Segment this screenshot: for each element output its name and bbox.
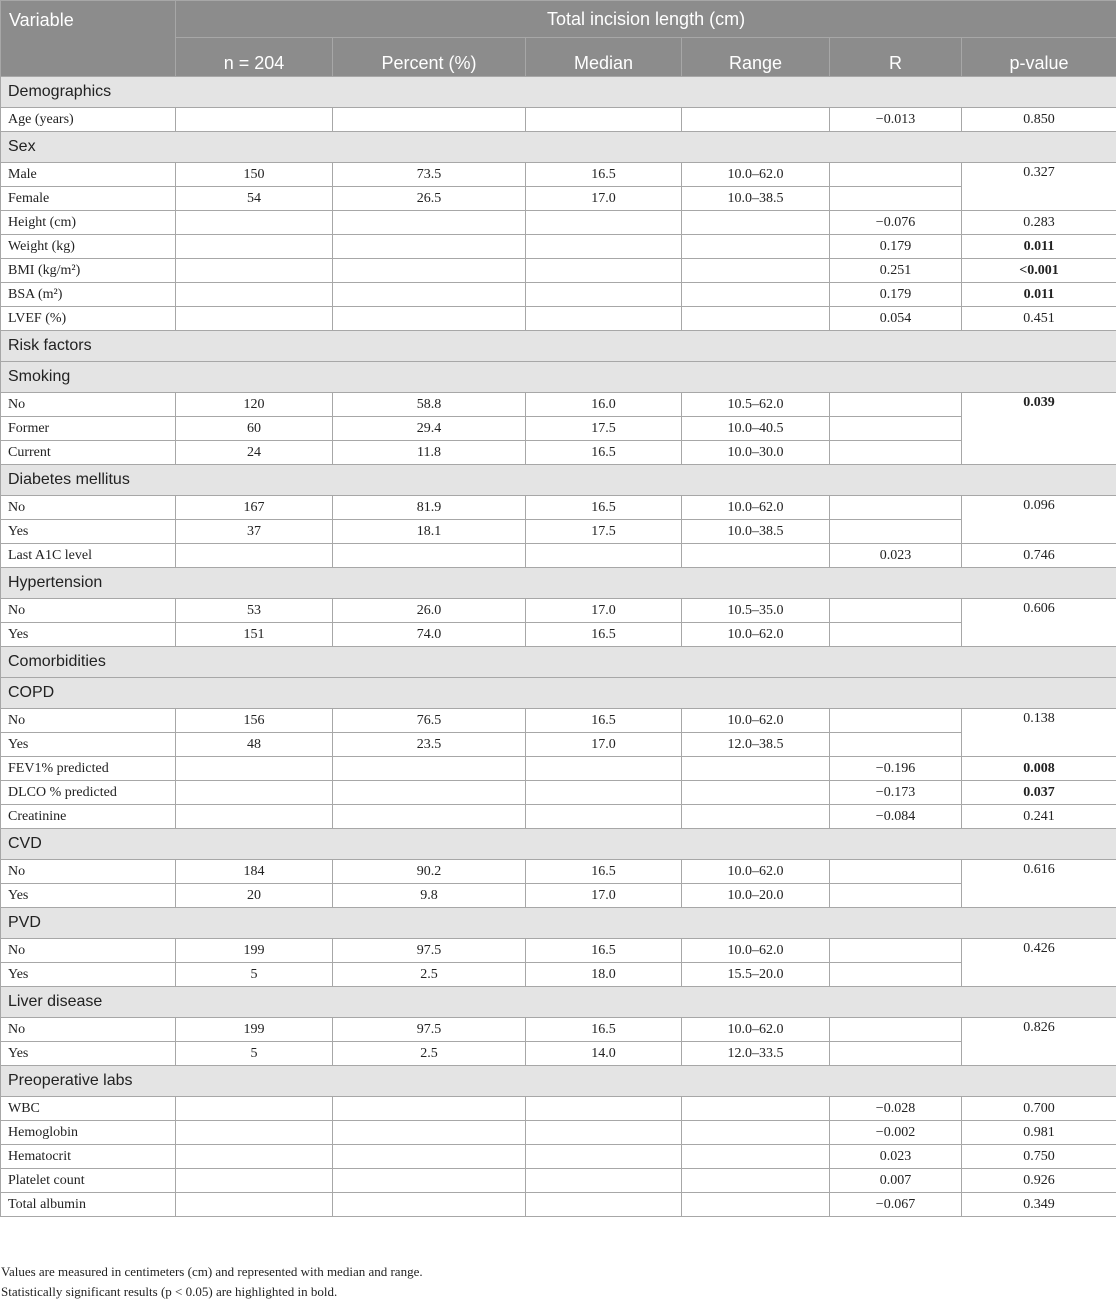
cell-median: 17.0 [526,733,682,757]
cell-r [830,884,962,908]
header-total-incision-length: Total incision length (cm) [176,1,1116,38]
cell-n [176,1169,333,1193]
cell-n [176,805,333,829]
section-row [1,465,1116,496]
cell-median [526,781,682,805]
cell-r: −0.013 [830,108,962,132]
table-row [1,520,1116,544]
table-row [1,781,1116,805]
cell-p-value: 0.283 [962,211,1116,235]
cell-p-value: 0.826 [962,1018,1116,1066]
cell-median [526,1193,682,1217]
cell-label: No [1,496,176,520]
table-row [1,307,1116,331]
section-title: CVD [1,829,1116,860]
section-row [1,331,1116,362]
table-row [1,211,1116,235]
table-row [1,1145,1116,1169]
cell-n [176,211,333,235]
cell-label: BSA (m²) [1,283,176,307]
cell-percent [333,805,526,829]
section-title: Sex [1,132,1116,163]
section-row [1,829,1116,860]
cell-median: 16.0 [526,393,682,417]
section-title: Hypertension [1,568,1116,599]
cell-label: No [1,939,176,963]
cell-percent [333,1169,526,1193]
cell-median [526,1121,682,1145]
cell-p-value: 0.327 [962,163,1116,211]
cell-r [830,939,962,963]
cell-n [176,781,333,805]
cell-median: 14.0 [526,1042,682,1066]
cell-r [830,441,962,465]
cell-median: 16.5 [526,163,682,187]
cell-label: FEV1% predicted [1,757,176,781]
cell-percent: 18.1 [333,520,526,544]
cell-range [682,211,830,235]
cell-range [682,805,830,829]
cell-r: −0.076 [830,211,962,235]
cell-percent [333,235,526,259]
cell-range [682,1169,830,1193]
cell-r [830,733,962,757]
cell-r [830,1018,962,1042]
cell-p-value: 0.746 [962,544,1116,568]
cell-range: 10.0–30.0 [682,441,830,465]
table-row [1,884,1116,908]
cell-label: Age (years) [1,108,176,132]
cell-label: Former [1,417,176,441]
cell-median: 17.0 [526,599,682,623]
section-row [1,362,1116,393]
section-title: Preoperative labs [1,1066,1116,1097]
cell-label: Yes [1,963,176,987]
cell-median [526,235,682,259]
table-row [1,1169,1116,1193]
cell-percent [333,1193,526,1217]
cell-median [526,283,682,307]
table-row [1,544,1116,568]
table-row [1,599,1116,623]
cell-percent: 26.0 [333,599,526,623]
cell-range: 10.0–62.0 [682,1018,830,1042]
cell-range [682,757,830,781]
cell-range [682,781,830,805]
cell-n: 24 [176,441,333,465]
cell-median [526,307,682,331]
cell-r: −0.067 [830,1193,962,1217]
cell-n: 199 [176,939,333,963]
cell-label: DLCO % predicted [1,781,176,805]
cell-label: Hemoglobin [1,1121,176,1145]
cell-r [830,393,962,417]
cell-percent: 2.5 [333,963,526,987]
cell-r: 0.251 [830,259,962,283]
cell-median: 17.0 [526,884,682,908]
cell-range [682,108,830,132]
table-row [1,496,1116,520]
cell-label: No [1,393,176,417]
cell-percent: 74.0 [333,623,526,647]
section-title: Risk factors [1,331,1116,362]
cell-label: Male [1,163,176,187]
cell-r [830,496,962,520]
cell-r: 0.023 [830,544,962,568]
table-row [1,283,1116,307]
cell-label: WBC [1,1097,176,1121]
cell-r [830,860,962,884]
cell-n: 199 [176,1018,333,1042]
cell-n [176,544,333,568]
cell-range: 12.0–38.5 [682,733,830,757]
cell-range: 10.0–20.0 [682,884,830,908]
cell-median: 16.5 [526,441,682,465]
cell-p-value: <0.001 [962,259,1116,283]
cell-p-value: 0.926 [962,1169,1116,1193]
cell-label: Female [1,187,176,211]
cell-range: 10.0–62.0 [682,860,830,884]
section-title: Liver disease [1,987,1116,1018]
cell-range [682,1193,830,1217]
cell-range [682,1121,830,1145]
cell-range [682,1145,830,1169]
cell-median [526,805,682,829]
cell-p-value: 0.037 [962,781,1116,805]
table-row [1,1097,1116,1121]
table-row [1,235,1116,259]
cell-label: Hematocrit [1,1145,176,1169]
cell-r: 0.023 [830,1145,962,1169]
table-row [1,757,1116,781]
cell-label: Weight (kg) [1,235,176,259]
cell-p-value: 0.750 [962,1145,1116,1169]
cell-p-value: 0.138 [962,709,1116,757]
cell-range [682,283,830,307]
cell-label: Creatinine [1,805,176,829]
cell-percent [333,1145,526,1169]
cell-n: 5 [176,963,333,987]
section-title: COPD [1,678,1116,709]
cell-median: 18.0 [526,963,682,987]
section-title: Demographics [1,77,1116,108]
table-row [1,623,1116,647]
cell-r [830,623,962,647]
cell-label: No [1,860,176,884]
header-variable: Variable [1,1,176,77]
cell-r: 0.007 [830,1169,962,1193]
section-row [1,132,1116,163]
cell-p-value: 0.981 [962,1121,1116,1145]
cell-median: 16.5 [526,1018,682,1042]
cell-p-value: 0.349 [962,1193,1116,1217]
cell-r [830,963,962,987]
cell-r [830,1042,962,1066]
cell-percent: 23.5 [333,733,526,757]
section-title: Smoking [1,362,1116,393]
cell-percent [333,307,526,331]
cell-median [526,544,682,568]
cell-p-value: 0.011 [962,283,1116,307]
cell-percent: 76.5 [333,709,526,733]
cell-percent [333,283,526,307]
cell-percent: 29.4 [333,417,526,441]
cell-range: 10.0–62.0 [682,163,830,187]
header-r: R [830,38,962,77]
cell-n [176,259,333,283]
section-title: PVD [1,908,1116,939]
cell-r: 0.054 [830,307,962,331]
cell-p-value: 0.451 [962,307,1116,331]
cell-p-value: 0.606 [962,599,1116,647]
table-row [1,187,1116,211]
cell-n: 48 [176,733,333,757]
cell-n: 120 [176,393,333,417]
cell-label: Platelet count [1,1169,176,1193]
cell-n [176,283,333,307]
cell-median [526,259,682,283]
cell-median: 16.5 [526,496,682,520]
cell-r [830,163,962,187]
header-percent: Percent (%) [333,38,526,77]
cell-percent: 81.9 [333,496,526,520]
cell-n [176,1145,333,1169]
cell-r: −0.196 [830,757,962,781]
cell-percent: 9.8 [333,884,526,908]
header-n: n = 204 [176,38,333,77]
cell-range [682,307,830,331]
cell-label: Yes [1,623,176,647]
section-row [1,987,1116,1018]
cell-r: −0.028 [830,1097,962,1121]
cell-n: 54 [176,187,333,211]
cell-percent [333,259,526,283]
cell-p-value: 0.616 [962,860,1116,908]
cell-range: 10.0–38.5 [682,520,830,544]
cell-percent: 90.2 [333,860,526,884]
table-row [1,805,1116,829]
cell-p-value: 0.008 [962,757,1116,781]
cell-n: 151 [176,623,333,647]
section-row [1,1066,1116,1097]
cell-r [830,520,962,544]
section-row [1,908,1116,939]
cell-p-value: 0.426 [962,939,1116,987]
cell-n: 5 [176,1042,333,1066]
section-title: Comorbidities [1,647,1116,678]
table-row [1,1193,1116,1217]
cell-median: 16.5 [526,709,682,733]
cell-percent [333,1097,526,1121]
cell-n [176,1097,333,1121]
cell-n [176,307,333,331]
cell-p-value: 0.850 [962,108,1116,132]
cell-n: 150 [176,163,333,187]
cell-label: No [1,709,176,733]
table-row [1,860,1116,884]
cell-n [176,1193,333,1217]
cell-median [526,1169,682,1193]
cell-range: 10.0–62.0 [682,623,830,647]
cell-percent: 26.5 [333,187,526,211]
cell-p-value: 0.096 [962,496,1116,544]
cell-label: No [1,599,176,623]
section-row [1,77,1116,108]
cell-median [526,757,682,781]
cell-r [830,709,962,733]
section-row [1,647,1116,678]
cell-label: Yes [1,520,176,544]
table-row [1,1121,1116,1145]
cell-n: 37 [176,520,333,544]
table-row [1,733,1116,757]
cell-percent: 97.5 [333,1018,526,1042]
cell-label: Yes [1,1042,176,1066]
cell-range [682,1097,830,1121]
section-title: Diabetes mellitus [1,465,1116,496]
table-row [1,441,1116,465]
cell-percent [333,757,526,781]
cell-range: 12.0–33.5 [682,1042,830,1066]
cell-percent: 97.5 [333,939,526,963]
cell-percent [333,1121,526,1145]
cell-range [682,235,830,259]
cell-r [830,187,962,211]
cell-n: 53 [176,599,333,623]
cell-r: −0.002 [830,1121,962,1145]
table-row [1,709,1116,733]
cell-n: 20 [176,884,333,908]
cell-range [682,544,830,568]
cell-range: 10.0–62.0 [682,496,830,520]
table-row [1,963,1116,987]
table-row [1,259,1116,283]
cell-p-value: 0.700 [962,1097,1116,1121]
cell-p-value: 0.039 [962,393,1116,465]
cell-n [176,1121,333,1145]
cell-r [830,417,962,441]
cell-median: 16.5 [526,623,682,647]
cell-n: 156 [176,709,333,733]
header-range: Range [682,38,830,77]
cell-n: 184 [176,860,333,884]
cell-range: 10.0–40.5 [682,417,830,441]
cell-percent: 2.5 [333,1042,526,1066]
cell-label: Height (cm) [1,211,176,235]
cell-label: Yes [1,884,176,908]
cell-label: Last A1C level [1,544,176,568]
table-row [1,1018,1116,1042]
cell-percent: 73.5 [333,163,526,187]
cell-median: 17.5 [526,417,682,441]
footnote-significance: Statistically significant results (p < 0.05) are highlighted in bold. [0,1282,1116,1302]
header-median: Median [526,38,682,77]
cell-label: Current [1,441,176,465]
cell-p-value: 0.011 [962,235,1116,259]
cell-percent [333,108,526,132]
cell-median: 17.5 [526,520,682,544]
footnote-units: Values are measured in centimeters (cm) and represented with median and range. [0,1262,1116,1282]
cell-range: 10.0–62.0 [682,939,830,963]
cell-range: 10.5–62.0 [682,393,830,417]
cell-median: 16.5 [526,860,682,884]
cell-label: No [1,1018,176,1042]
cell-range: 15.5–20.0 [682,963,830,987]
section-row [1,678,1116,709]
cell-n: 60 [176,417,333,441]
cell-label: LVEF (%) [1,307,176,331]
cell-r: −0.173 [830,781,962,805]
cell-percent [333,211,526,235]
cell-range: 10.0–38.5 [682,187,830,211]
cell-range: 10.0–62.0 [682,709,830,733]
cell-median [526,211,682,235]
cell-percent [333,781,526,805]
cell-range [682,259,830,283]
table-row [1,939,1116,963]
header-p-value: p-value [962,38,1116,77]
cell-r: 0.179 [830,283,962,307]
cell-n [176,108,333,132]
cell-median: 16.5 [526,939,682,963]
cell-percent: 58.8 [333,393,526,417]
table-row [1,163,1116,187]
cell-label: Yes [1,733,176,757]
table-row [1,1042,1116,1066]
cell-percent [333,544,526,568]
cell-median [526,1097,682,1121]
table-row [1,108,1116,132]
cell-label: BMI (kg/m²) [1,259,176,283]
cell-median: 17.0 [526,187,682,211]
cell-percent: 11.8 [333,441,526,465]
cell-n: 167 [176,496,333,520]
cell-r: 0.179 [830,235,962,259]
section-row [1,568,1116,599]
table-row [1,393,1116,417]
cell-n [176,235,333,259]
cell-range: 10.5–35.0 [682,599,830,623]
table-footnotes [0,1262,1116,1302]
cell-r: −0.084 [830,805,962,829]
cell-p-value: 0.241 [962,805,1116,829]
cell-n [176,757,333,781]
cell-label: Total albumin [1,1193,176,1217]
table-row [1,417,1116,441]
cell-median [526,108,682,132]
cell-median [526,1145,682,1169]
cell-r [830,599,962,623]
